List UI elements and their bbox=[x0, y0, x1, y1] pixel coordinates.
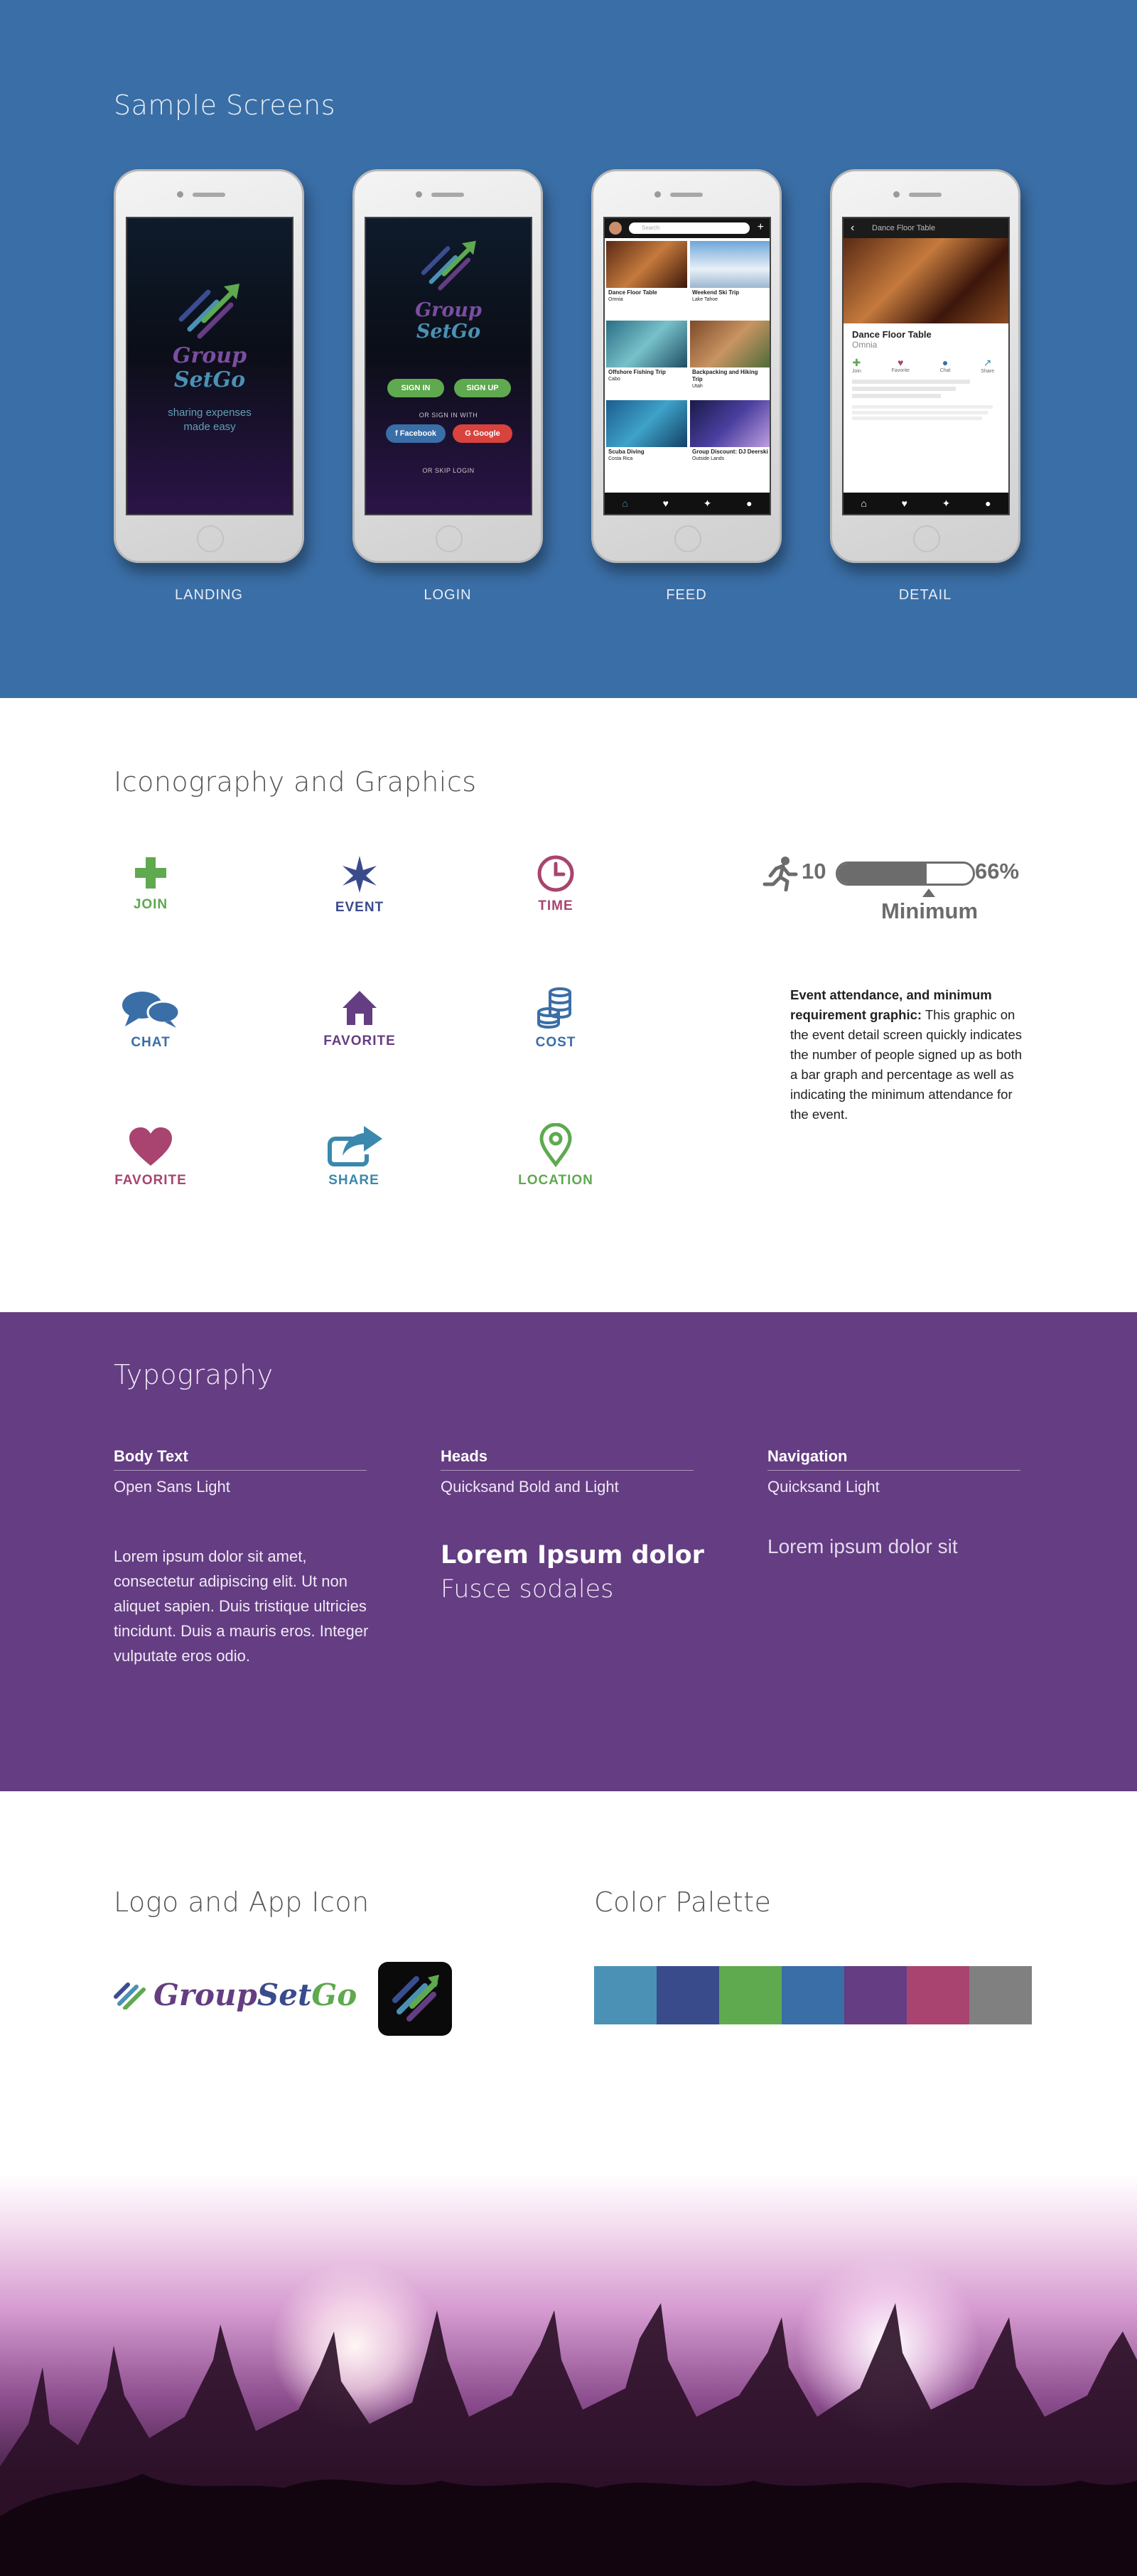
sample-screens-section bbox=[0, 0, 1137, 698]
icon-label: FAVORITE bbox=[114, 1173, 187, 1188]
attendance-count: 10 bbox=[802, 859, 826, 884]
cost-icon-item bbox=[506, 987, 605, 1051]
detail-line bbox=[852, 405, 993, 409]
type-column-font: Open Sans Light bbox=[114, 1478, 230, 1496]
heart-icon bbox=[128, 1126, 173, 1167]
phone-login bbox=[352, 169, 543, 563]
clock-icon bbox=[537, 854, 575, 893]
runner-icon bbox=[762, 856, 799, 891]
tile-image bbox=[606, 400, 687, 447]
phone-camera bbox=[177, 191, 183, 198]
type-column-header: Body Text bbox=[114, 1447, 367, 1471]
type-column-body bbox=[114, 1447, 367, 1496]
sign-up-button[interactable]: SIGN UP bbox=[454, 379, 511, 397]
color-swatch bbox=[969, 1966, 1032, 2024]
detail-body bbox=[844, 323, 1008, 495]
phone-detail bbox=[830, 169, 1020, 563]
minimum-pointer bbox=[922, 889, 935, 897]
phone-home-button bbox=[436, 525, 463, 552]
house-icon bbox=[340, 988, 379, 1028]
brand-line-1: Group bbox=[172, 343, 247, 368]
phone-camera bbox=[654, 191, 661, 198]
add-icon[interactable]: + bbox=[757, 221, 764, 233]
google-login-button[interactable] bbox=[453, 424, 512, 443]
tile-image bbox=[690, 321, 771, 367]
tile-subtitle: Omnia bbox=[608, 297, 623, 302]
detail-line bbox=[852, 394, 941, 398]
chat-icon[interactable]: ● bbox=[985, 498, 991, 509]
phone-label-login: LOGIN bbox=[424, 587, 472, 603]
share-icon-item bbox=[304, 1125, 404, 1188]
phone-home-button bbox=[197, 525, 224, 552]
search-input[interactable]: Search bbox=[629, 222, 750, 234]
feed-tile[interactable] bbox=[690, 321, 771, 399]
event-icon-item bbox=[310, 854, 409, 916]
brand-stripes-icon bbox=[114, 1981, 146, 2009]
color-swatch bbox=[719, 1966, 782, 2024]
heads-sample-bold: Lorem Ipsum dolor bbox=[441, 1541, 704, 1569]
body-text-sample: Lorem ipsum dolor sit amet, consectetur adipiscing elit. Ut non aliquet sapien. Duis tristique ultricies tincidunt. Duis a mauris eros. Integer vulputate eros odio. bbox=[114, 1547, 369, 1665]
crowd-silhouette bbox=[0, 2282, 1137, 2576]
phone-label-landing: LANDING bbox=[175, 587, 243, 603]
type-column-font: Quicksand Light bbox=[767, 1478, 880, 1496]
detail-image bbox=[844, 238, 1008, 323]
tile-title: Weekend Ski Trip bbox=[692, 289, 740, 296]
heads-sample bbox=[441, 1538, 725, 1606]
tile-subtitle: Outside Lands bbox=[692, 456, 725, 461]
type-column-header: Navigation bbox=[767, 1447, 1020, 1471]
phone-landing bbox=[114, 169, 304, 563]
chat-bubbles-icon bbox=[121, 989, 180, 1029]
coin-stack-icon bbox=[536, 987, 576, 1029]
or-sign-in-with-text: OR SIGN IN WITH bbox=[419, 412, 478, 419]
color-swatch bbox=[657, 1966, 719, 2024]
chat-icon: ● bbox=[942, 357, 949, 368]
google-icon: G bbox=[465, 429, 473, 438]
phone-speaker bbox=[193, 193, 225, 197]
google-label: Google bbox=[473, 429, 500, 438]
tab-bar bbox=[605, 493, 770, 514]
share-icon: ↗ bbox=[983, 357, 992, 368]
landing-screen bbox=[126, 217, 293, 515]
chat-action[interactable]: ● Chat bbox=[939, 357, 951, 373]
minimum-caption: Minimum bbox=[880, 898, 979, 923]
typography-section bbox=[0, 1312, 1137, 1791]
back-icon[interactable]: ‹ bbox=[851, 222, 855, 234]
type-column-font: Quicksand Bold and Light bbox=[441, 1478, 619, 1496]
phone-speaker bbox=[431, 193, 464, 197]
home-icon[interactable]: ⌂ bbox=[622, 498, 628, 509]
detail-header bbox=[844, 218, 1008, 238]
color-swatch bbox=[844, 1966, 907, 2024]
phone-speaker bbox=[670, 193, 703, 197]
phone-label-detail: DETAIL bbox=[898, 587, 952, 603]
phone-home-button bbox=[674, 525, 701, 552]
favorite-action[interactable]: ♥ Favorite bbox=[891, 357, 910, 373]
color-palette bbox=[594, 1966, 1032, 2024]
avatar[interactable] bbox=[609, 222, 622, 235]
phone-home-button bbox=[913, 525, 940, 552]
color-swatch bbox=[907, 1966, 969, 2024]
type-column-heads bbox=[441, 1447, 694, 1496]
phone-camera bbox=[893, 191, 900, 198]
heart-icon[interactable]: ♥ bbox=[662, 498, 669, 509]
attendance-graphic bbox=[762, 856, 1039, 934]
logo-palette-section bbox=[0, 1791, 1137, 2175]
phone-label-feed: FEED bbox=[666, 587, 707, 603]
detail-line bbox=[852, 417, 982, 420]
tab-bar bbox=[844, 493, 1008, 514]
skip-login-link[interactable]: OR SKIP LOGIN bbox=[422, 467, 475, 474]
detail-line bbox=[852, 411, 988, 414]
heads-sample-light: Fusce sodales bbox=[441, 1575, 614, 1604]
navigation-sample: Lorem ipsum dolor sit bbox=[767, 1535, 958, 1557]
star-icon[interactable]: ✦ bbox=[942, 497, 951, 509]
section-title: Iconography and Graphics bbox=[114, 766, 477, 798]
tile-title: Backpacking and Hiking Trip bbox=[692, 369, 758, 382]
type-column-header: Heads bbox=[441, 1447, 694, 1471]
home-icon[interactable]: ⌂ bbox=[861, 498, 867, 509]
facebook-login-button[interactable] bbox=[386, 424, 446, 443]
facebook-icon: f bbox=[394, 429, 400, 438]
tile-title: Offshore Fishing Trip bbox=[608, 369, 666, 375]
app-icon bbox=[378, 1962, 452, 2036]
icon-label: TIME bbox=[538, 898, 573, 913]
attendance-percent: 66% bbox=[975, 859, 1020, 884]
join-icon-item bbox=[101, 854, 200, 913]
crowd-photo bbox=[0, 2175, 1137, 2576]
brand-arrows-icon bbox=[174, 279, 245, 340]
star-burst-icon bbox=[340, 854, 379, 894]
phone-speaker bbox=[909, 193, 942, 197]
icon-label: LOCATION bbox=[518, 1173, 593, 1188]
plus-icon: ✚ bbox=[852, 357, 861, 368]
tile-image bbox=[606, 321, 687, 367]
map-pin-icon bbox=[539, 1123, 573, 1167]
phone-camera bbox=[416, 191, 422, 198]
icon-label: FAVORITE bbox=[323, 1034, 396, 1048]
brand-line-1: Group bbox=[415, 299, 482, 321]
tile-image bbox=[690, 400, 771, 447]
icon-label: JOIN bbox=[133, 897, 168, 912]
plus-icon bbox=[132, 854, 169, 891]
brand-arrows-icon bbox=[417, 237, 481, 292]
minimum-marker bbox=[928, 864, 931, 883]
graphic-description-bold: Event attendance, and minimum requirement graphic: bbox=[790, 987, 992, 1022]
tile-subtitle: Cabo bbox=[608, 377, 620, 382]
detail-header-title: Dance Floor Table bbox=[872, 224, 936, 232]
section-title: Typography bbox=[114, 1359, 274, 1390]
favorite-house-icon-item bbox=[310, 988, 409, 1049]
tile-subtitle: Lake Tahoe bbox=[692, 297, 718, 302]
graphic-description-text: This graphic on the event detail screen quickly indicates the number of people signed up as both a bar graph and percentage as well as indicating the minimum attendance for the event. bbox=[790, 1007, 1023, 1122]
chat-icon[interactable]: ● bbox=[746, 498, 753, 509]
color-swatch bbox=[594, 1966, 657, 2024]
color-swatch bbox=[782, 1966, 844, 2024]
icon-label: SHARE bbox=[328, 1173, 379, 1188]
wordmark-set: Set bbox=[257, 1977, 312, 2012]
join-action[interactable]: ✚ Join bbox=[852, 357, 861, 374]
favorite-heart-icon-item bbox=[101, 1126, 200, 1188]
detail-screen bbox=[842, 217, 1010, 515]
icon-label: CHAT bbox=[131, 1035, 171, 1050]
detail-line bbox=[852, 380, 970, 384]
tile-image bbox=[606, 241, 687, 288]
brand-line-2: SetGo bbox=[173, 367, 246, 392]
tile-title: Group Discount: DJ Deerski bbox=[692, 449, 768, 455]
tile-subtitle: Costa Rica bbox=[608, 456, 633, 461]
wordmark-go: Go bbox=[311, 1977, 357, 2012]
detail-venue: Omnia bbox=[852, 340, 878, 350]
phone-feed bbox=[591, 169, 782, 563]
sign-in-button[interactable]: SIGN IN bbox=[387, 379, 444, 397]
detail-title: Dance Floor Table bbox=[852, 329, 932, 340]
facebook-label: Facebook bbox=[399, 429, 437, 438]
feed-grid bbox=[605, 240, 770, 495]
brand-line-2: SetGo bbox=[416, 321, 481, 343]
icon-label: COST bbox=[535, 1035, 576, 1050]
feed-tile[interactable] bbox=[690, 400, 771, 478]
app-icon-arrows-icon bbox=[378, 1962, 452, 2036]
time-icon-item bbox=[506, 854, 605, 914]
tile-image bbox=[690, 241, 771, 288]
feed-tile[interactable] bbox=[606, 241, 687, 319]
feed-tile[interactable] bbox=[606, 321, 687, 399]
heart-icon: ♥ bbox=[898, 357, 904, 368]
graphic-description bbox=[790, 985, 1028, 1125]
tagline-1: sharing expenses bbox=[168, 407, 252, 419]
tile-title: Scuba Diving bbox=[608, 449, 645, 455]
tile-subtitle: Utah bbox=[692, 384, 703, 389]
share-action[interactable]: ↗ Share bbox=[981, 357, 994, 374]
type-column-navigation bbox=[767, 1447, 1020, 1496]
chat-icon-item bbox=[101, 989, 200, 1051]
star-icon[interactable]: ✦ bbox=[703, 497, 712, 509]
feed-tile[interactable] bbox=[690, 241, 771, 319]
logo-wordmark bbox=[114, 1977, 357, 2012]
login-screen bbox=[365, 217, 532, 515]
feed-header bbox=[605, 218, 770, 238]
attendance-bar-fill bbox=[838, 864, 927, 884]
share-icon bbox=[324, 1125, 384, 1167]
section-title: Color Palette bbox=[594, 1887, 772, 1918]
tagline-2: made easy bbox=[183, 421, 236, 433]
section-title: Sample Screens bbox=[114, 90, 336, 121]
attendance-bar bbox=[836, 862, 975, 886]
feed-screen bbox=[603, 217, 771, 515]
section-title: Logo and App Icon bbox=[114, 1887, 370, 1918]
feed-tile[interactable] bbox=[606, 400, 687, 478]
icon-label: EVENT bbox=[335, 900, 384, 915]
tile-title: Dance Floor Table bbox=[608, 289, 657, 296]
wordmark-group: Group bbox=[153, 1977, 257, 2012]
location-icon-item bbox=[506, 1123, 605, 1188]
iconography-section bbox=[0, 698, 1137, 1312]
heart-icon[interactable]: ♥ bbox=[901, 498, 907, 509]
detail-line bbox=[852, 387, 956, 391]
